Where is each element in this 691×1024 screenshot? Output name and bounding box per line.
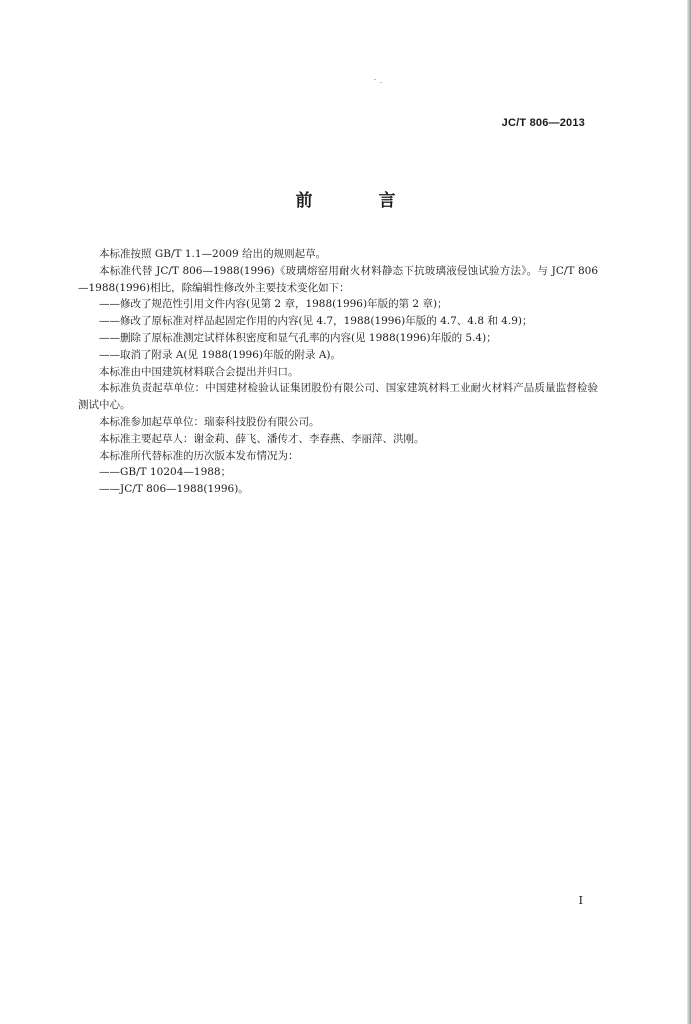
history-item-jct: ——JC/T 806—1988(1996)。 xyxy=(99,483,249,496)
page-title: 前 言 xyxy=(295,191,426,211)
paragraph-participating-drafter: 本标准参加起草单位：瑞泰科技股份有限公司。 xyxy=(99,415,320,428)
change-item-annex: ——取消了附录 A(见 1988(1996)年版的附录 A)。 xyxy=(99,348,342,361)
paragraph-history-intro: 本标准所代替标准的历次版本发布情况为： xyxy=(99,449,299,462)
page-number: I xyxy=(578,894,583,907)
paragraph-main-drafter: 本标准负责起草单位：中国建材检验认证集团股份有限公司、国家建筑材料工业耐火材料产品质量监督检验测试中心。 xyxy=(78,382,598,412)
foreword-body xyxy=(78,246,598,498)
paragraph-drafting-rule: 本标准按照 GB/T 1.1—2009 给出的规则起草。 xyxy=(99,248,327,260)
paragraph-replacement: 本标准代替 JC/T 806—1988(1996)《玻璃熔窑用耐火材料静态下抗玻璃液侵蚀试验方法》。与 JC/T 806—1988(1996)相比，除编辑性修改外主要技术变化如下： xyxy=(78,264,598,294)
document-code: JC/T 806—2013 xyxy=(501,117,585,129)
change-item-fixing: ——修改了原标准对样品起固定作用的内容(见 4.7，1988(1996)年版的 4.7、4.8 和 4.9)； xyxy=(99,315,533,328)
change-item-density: ——删除了原标准测定试样体积密度和显气孔率的内容(见 1988(1996)年版的 5.4)； xyxy=(99,331,497,344)
change-item-references: ——修改了规范性引用文件内容(见第 2 章，1988(1996)年版的第 2 章)； xyxy=(99,298,448,311)
scan-speck xyxy=(380,82,382,83)
history-item-gbt: ——GB/T 10204—1988； xyxy=(99,466,232,479)
scan-speck xyxy=(374,79,376,80)
scan-edge-shadow xyxy=(687,0,691,1024)
paragraph-authors: 本标准主要起草人：谢金莉、薛飞、潘传才、李春燕、李丽萍、洪刚。 xyxy=(99,432,425,445)
paragraph-proposer: 本标准由中国建筑材料联合会提出并归口。 xyxy=(99,365,299,378)
